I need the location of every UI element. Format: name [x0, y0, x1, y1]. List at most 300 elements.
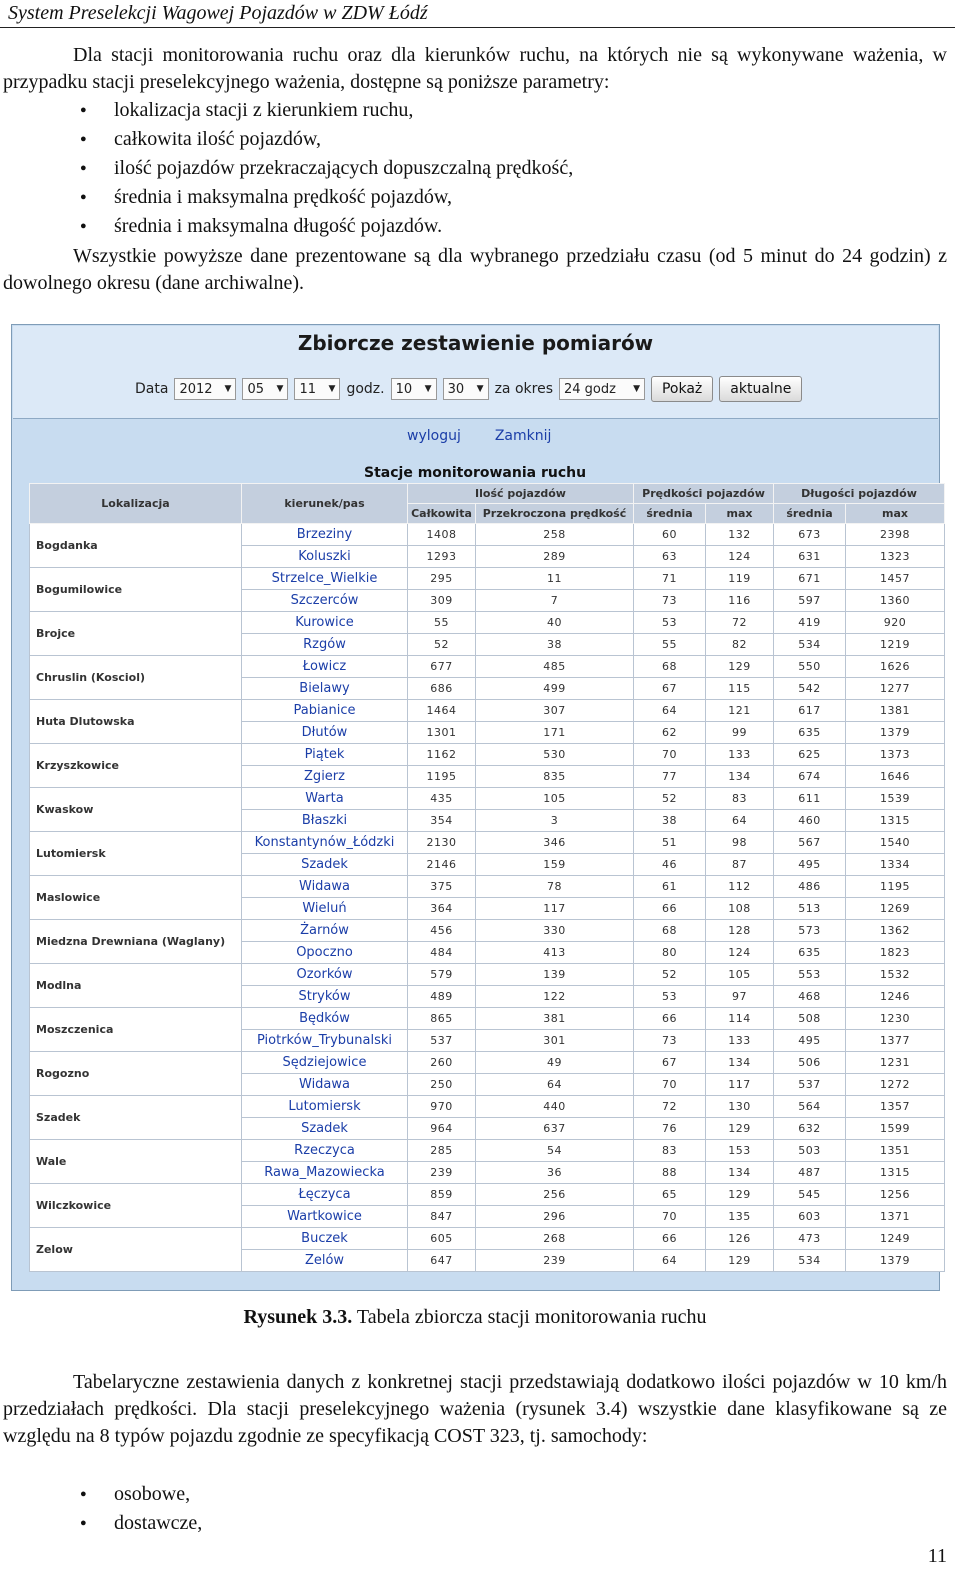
exceeded-count: 54 — [476, 1140, 634, 1162]
screenshot-title: Zbiorcze zestawienie pomiarów — [297, 331, 654, 355]
direction-link[interactable]: Ozorków — [242, 964, 408, 986]
speed-max: 83 — [706, 788, 774, 810]
length-max: 1539 — [846, 788, 945, 810]
exceeded-count: 40 — [476, 612, 634, 634]
speed-avg: 61 — [634, 876, 706, 898]
exceeded-count: 301 — [476, 1030, 634, 1052]
figure-caption — [0, 1304, 950, 1330]
speed-avg: 73 — [634, 590, 706, 612]
length-avg: 635 — [774, 942, 846, 964]
length-avg: 460 — [774, 810, 846, 832]
speed-max: 124 — [706, 942, 774, 964]
exceeded-count: 159 — [476, 854, 634, 876]
table-row — [30, 1096, 945, 1118]
length-max: 1315 — [846, 810, 945, 832]
table-row — [30, 700, 945, 722]
vehicle-list — [0, 1480, 944, 1538]
after-list-paragraph: Wszystkie powyższe dane prezentowane są dla wybranego przedziału czasu (od 5 minut do 24 godzin) z dowolnego okresu (dane archiwalne). — [3, 245, 947, 294]
chevron-down-icon: ▼ — [633, 384, 640, 394]
exceeded-count: 440 — [476, 1096, 634, 1118]
length-avg: 597 — [774, 590, 846, 612]
exceeded-count: 239 — [476, 1250, 634, 1272]
page-number: 11 — [927, 1545, 947, 1567]
station-name: Bogumilowice — [30, 568, 242, 612]
length-avg: 503 — [774, 1140, 846, 1162]
filter-panel — [13, 326, 938, 419]
exceeded-count: 289 — [476, 546, 634, 568]
station-name: Lutomiersk — [30, 832, 242, 876]
station-name: Moszczenica — [30, 1008, 242, 1052]
speed-max: 112 — [706, 876, 774, 898]
station-name: Maslowice — [30, 876, 242, 920]
direction-link[interactable]: Warta — [242, 788, 408, 810]
header-exceeded: Przekroczona prędkość — [476, 504, 634, 524]
speed-avg: 70 — [634, 1206, 706, 1228]
total-count: 847 — [408, 1206, 476, 1228]
speed-max: 115 — [706, 678, 774, 700]
stations-title: Stacje monitorowania ruchu — [364, 465, 587, 481]
table-row — [30, 920, 945, 942]
station-name: Szadek — [30, 1096, 242, 1140]
length-avg: 545 — [774, 1184, 846, 1206]
direction-link[interactable]: Zelów — [242, 1250, 408, 1272]
station-name: Krzyszkowice — [30, 744, 242, 788]
day-select[interactable] — [294, 378, 340, 400]
exceeded-count: 171 — [476, 722, 634, 744]
exceeded-count: 36 — [476, 1162, 634, 1184]
station-name: Huta Dlutowska — [30, 700, 242, 744]
speed-max: 116 — [706, 590, 774, 612]
station-name: Miedzna Drewniana (Waglany) — [30, 920, 242, 964]
speed-max: 98 — [706, 832, 774, 854]
exceeded-count: 105 — [476, 788, 634, 810]
total-count: 364 — [408, 898, 476, 920]
list-item: ● średnia i maksymalna długość pojazdów. — [0, 212, 944, 241]
length-avg: 625 — [774, 744, 846, 766]
period-label: za okres — [494, 381, 553, 397]
length-avg: 542 — [774, 678, 846, 700]
speed-avg: 83 — [634, 1140, 706, 1162]
length-avg: 632 — [774, 1118, 846, 1140]
length-avg: 487 — [774, 1162, 846, 1184]
direction-link[interactable]: Żarnów — [242, 920, 408, 942]
length-avg: 553 — [774, 964, 846, 986]
length-max: 1230 — [846, 1008, 945, 1030]
direction-link[interactable]: Piątek — [242, 744, 408, 766]
length-avg: 468 — [774, 986, 846, 1008]
length-max: 1373 — [846, 744, 945, 766]
table-row — [30, 964, 945, 986]
length-max: 1195 — [846, 876, 945, 898]
top-links — [407, 428, 551, 444]
speed-max: 121 — [706, 700, 774, 722]
length-avg: 673 — [774, 524, 846, 546]
header-vehicle-speed: Prędkości pojazdów — [634, 484, 774, 504]
direction-link[interactable]: Koluszki — [242, 546, 408, 568]
chevron-down-icon: ▼ — [424, 384, 432, 394]
total-count: 239 — [408, 1162, 476, 1184]
length-max: 1381 — [846, 700, 945, 722]
speed-avg: 38 — [634, 810, 706, 832]
speed-max: 128 — [706, 920, 774, 942]
direction-link[interactable]: Buczek — [242, 1228, 408, 1250]
total-count: 2130 — [408, 832, 476, 854]
length-max: 1379 — [846, 722, 945, 744]
direction-link[interactable]: Szadek — [242, 1118, 408, 1140]
table-row — [30, 524, 945, 546]
total-count: 295 — [408, 568, 476, 590]
app-screenshot — [11, 324, 940, 1291]
parameters-list — [0, 96, 944, 241]
station-name: Bogdanka — [30, 524, 242, 568]
direction-link[interactable]: Opoczno — [242, 942, 408, 964]
length-avg: 537 — [774, 1074, 846, 1096]
hour-label: godz. — [346, 381, 385, 397]
speed-max: 126 — [706, 1228, 774, 1250]
minute-select[interactable] — [443, 378, 489, 400]
length-avg: 567 — [774, 832, 846, 854]
total-count: 859 — [408, 1184, 476, 1206]
speed-max: 82 — [706, 634, 774, 656]
length-max: 1323 — [846, 546, 945, 568]
length-max: 1626 — [846, 656, 945, 678]
list-item: ● średnia i maksymalna prędkość pojazdów, — [0, 183, 944, 212]
length-avg: 508 — [774, 1008, 846, 1030]
length-avg: 486 — [774, 876, 846, 898]
direction-link[interactable]: Łowicz — [242, 656, 408, 678]
speed-max: 153 — [706, 1140, 774, 1162]
speed-max: 133 — [706, 744, 774, 766]
exceeded-count: 413 — [476, 942, 634, 964]
exceeded-count: 139 — [476, 964, 634, 986]
length-max: 1646 — [846, 766, 945, 788]
direction-link[interactable]: Bielawy — [242, 678, 408, 700]
speed-max: 108 — [706, 898, 774, 920]
chevron-down-icon: ▼ — [328, 384, 336, 394]
length-avg: 573 — [774, 920, 846, 942]
speed-max: 114 — [706, 1008, 774, 1030]
header-speed-max: max — [706, 504, 774, 524]
current-button[interactable]: aktualne — [719, 376, 802, 402]
direction-link[interactable]: Widawa — [242, 1074, 408, 1096]
close-link[interactable]: Zamknij — [494, 428, 552, 444]
table-row — [30, 832, 945, 854]
speed-avg: 67 — [634, 678, 706, 700]
exceeded-count: 11 — [476, 568, 634, 590]
total-count: 55 — [408, 612, 476, 634]
length-max: 1249 — [846, 1228, 945, 1250]
total-count: 435 — [408, 788, 476, 810]
total-count: 1408 — [408, 524, 476, 546]
exceeded-count: 530 — [476, 744, 634, 766]
speed-avg: 55 — [634, 634, 706, 656]
station-name: Kwaskow — [30, 788, 242, 832]
total-count: 1195 — [408, 766, 476, 788]
speed-avg: 46 — [634, 854, 706, 876]
period-value: 24 godz — [563, 381, 616, 397]
total-count: 970 — [408, 1096, 476, 1118]
speed-avg: 76 — [634, 1118, 706, 1140]
speed-avg: 70 — [634, 744, 706, 766]
speed-max: 87 — [706, 854, 774, 876]
total-count: 52 — [408, 634, 476, 656]
direction-link[interactable]: Łęczyca — [242, 1184, 408, 1206]
speed-avg: 70 — [634, 1074, 706, 1096]
speed-max: 129 — [706, 1184, 774, 1206]
header-location: Lokalizacja — [30, 484, 242, 524]
length-max: 2398 — [846, 524, 945, 546]
speed-max: 97 — [706, 986, 774, 1008]
exceeded-count: 381 — [476, 1008, 634, 1030]
exceeded-count: 330 — [476, 920, 634, 942]
exceeded-count: 78 — [476, 876, 634, 898]
speed-avg: 62 — [634, 722, 706, 744]
speed-avg: 88 — [634, 1162, 706, 1184]
length-max: 1334 — [846, 854, 945, 876]
speed-avg: 63 — [634, 546, 706, 568]
total-count: 647 — [408, 1250, 476, 1272]
exceeded-count: 307 — [476, 700, 634, 722]
exceeded-count: 256 — [476, 1184, 634, 1206]
exceeded-count: 64 — [476, 1074, 634, 1096]
table-row — [30, 744, 945, 766]
header-direction: kierunek/pas — [242, 484, 408, 524]
hour-select[interactable] — [391, 378, 437, 400]
total-count: 456 — [408, 920, 476, 942]
length-max: 1277 — [846, 678, 945, 700]
table-row — [30, 656, 945, 678]
length-avg: 564 — [774, 1096, 846, 1118]
speed-max: 105 — [706, 964, 774, 986]
speed-max: 124 — [706, 546, 774, 568]
total-count: 1162 — [408, 744, 476, 766]
length-avg: 674 — [774, 766, 846, 788]
exceeded-count: 835 — [476, 766, 634, 788]
table-row — [30, 612, 945, 634]
exceeded-count: 346 — [476, 832, 634, 854]
total-count: 354 — [408, 810, 476, 832]
length-avg: 534 — [774, 1250, 846, 1272]
direction-link[interactable]: Widawa — [242, 876, 408, 898]
direction-link[interactable]: Lutomiersk — [242, 1096, 408, 1118]
speed-avg: 52 — [634, 964, 706, 986]
show-button[interactable]: Pokaż — [651, 376, 713, 402]
length-max: 1246 — [846, 986, 945, 1008]
direction-link[interactable]: Sędziejowice — [242, 1052, 408, 1074]
length-avg: 603 — [774, 1206, 846, 1228]
closing-paragraph: Tabelaryczne zestawienia danych z konkretnej stacji przedstawiają dodatkowo ilości pojazdów w 10 km/h przedziałach prędkości. Dla stacji preselekcyjnego ważenia (rysunek 3.4) wszystkie dane klasyfikowane są ze względu na 8 typów pojazdu zgodnie ze specyfikacją COST 323, tj. samochody: — [3, 1371, 947, 1447]
direction-link[interactable]: Wartkowice — [242, 1206, 408, 1228]
total-count: 285 — [408, 1140, 476, 1162]
table-row — [30, 1140, 945, 1162]
total-count: 1293 — [408, 546, 476, 568]
list-item: ● dostawcze, — [0, 1509, 944, 1538]
table-row — [30, 1228, 945, 1250]
speed-max: 132 — [706, 524, 774, 546]
direction-link[interactable]: Szczerców — [242, 590, 408, 612]
speed-avg: 66 — [634, 1228, 706, 1250]
speed-avg: 65 — [634, 1184, 706, 1206]
speed-avg: 71 — [634, 568, 706, 590]
speed-avg: 66 — [634, 1008, 706, 1030]
station-name: Chruslin (Kosciol) — [30, 656, 242, 700]
length-avg: 631 — [774, 546, 846, 568]
table-body — [30, 524, 945, 1272]
exceeded-count: 117 — [476, 898, 634, 920]
length-max: 1599 — [846, 1118, 945, 1140]
exceeded-count: 7 — [476, 590, 634, 612]
running-head: System Preselekcji Wagowej Pojazdów w ZDW Łódź — [8, 2, 428, 24]
length-avg: 550 — [774, 656, 846, 678]
speed-max: 64 — [706, 810, 774, 832]
period-select[interactable] — [559, 378, 645, 400]
total-count: 250 — [408, 1074, 476, 1096]
exceeded-count: 38 — [476, 634, 634, 656]
chevron-down-icon: ▼ — [276, 384, 284, 394]
length-avg: 671 — [774, 568, 846, 590]
speed-avg: 67 — [634, 1052, 706, 1074]
speed-max: 134 — [706, 766, 774, 788]
exceeded-count: 3 — [476, 810, 634, 832]
stations-table — [29, 483, 945, 1272]
speed-avg: 64 — [634, 700, 706, 722]
length-max: 1457 — [846, 568, 945, 590]
length-avg: 611 — [774, 788, 846, 810]
header-length-avg: średnia — [774, 504, 846, 524]
direction-link[interactable]: Piotrków_Trybunalski — [242, 1030, 408, 1052]
logout-link[interactable]: wyloguj — [407, 428, 461, 444]
direction-link[interactable]: Strzelce_Wielkie — [242, 568, 408, 590]
length-max: 1357 — [846, 1096, 945, 1118]
length-max: 1532 — [846, 964, 945, 986]
length-max: 1362 — [846, 920, 945, 942]
month-select[interactable] — [242, 378, 288, 400]
direction-link[interactable]: Stryków — [242, 986, 408, 1008]
length-avg: 419 — [774, 612, 846, 634]
minute-value: 30 — [447, 381, 465, 397]
exceeded-count: 296 — [476, 1206, 634, 1228]
length-max: 1219 — [846, 634, 945, 656]
direction-link[interactable]: Brzeziny — [242, 524, 408, 546]
total-count: 579 — [408, 964, 476, 986]
caption-text: Tabela zbiorcza stacji monitorowania ruchu — [352, 1306, 707, 1328]
length-avg: 617 — [774, 700, 846, 722]
direction-link[interactable]: Rzgów — [242, 634, 408, 656]
speed-avg: 68 — [634, 920, 706, 942]
filter-bar — [135, 376, 802, 402]
speed-avg: 66 — [634, 898, 706, 920]
length-max: 1351 — [846, 1140, 945, 1162]
direction-link[interactable]: Zgierz — [242, 766, 408, 788]
list-item: ● lokalizacja stacji z kierunkiem ruchu, — [0, 96, 944, 125]
direction-link[interactable]: Wieluń — [242, 898, 408, 920]
total-count: 309 — [408, 590, 476, 612]
direction-link[interactable]: Będków — [242, 1008, 408, 1030]
exceeded-count: 485 — [476, 656, 634, 678]
table-row — [30, 1184, 945, 1206]
total-count: 686 — [408, 678, 476, 700]
header-rule — [0, 27, 955, 28]
table-row — [30, 876, 945, 898]
total-count: 1464 — [408, 700, 476, 722]
exceeded-count: 49 — [476, 1052, 634, 1074]
exceeded-count: 499 — [476, 678, 634, 700]
year-select[interactable] — [174, 378, 236, 400]
direction-link[interactable]: Dłutów — [242, 722, 408, 744]
exceeded-count: 122 — [476, 986, 634, 1008]
exceeded-count: 268 — [476, 1228, 634, 1250]
direction-link[interactable]: Szadek — [242, 854, 408, 876]
direction-link[interactable]: Rzeczyca — [242, 1140, 408, 1162]
speed-max: 130 — [706, 1096, 774, 1118]
speed-max: 134 — [706, 1162, 774, 1184]
table-row — [30, 788, 945, 810]
length-max: 1231 — [846, 1052, 945, 1074]
length-max: 1823 — [846, 942, 945, 964]
length-max: 1540 — [846, 832, 945, 854]
intro-paragraph: Dla stacji monitorowania ruchu oraz dla kierunków ruchu, na których nie są wykonywane ważenia, w przypadku stacji preselekcyjnego ważenia, dostępne są poniższe parametry: — [3, 44, 947, 93]
header-length-max: max — [846, 504, 945, 524]
list-item: ● osobowe, — [0, 1480, 944, 1509]
speed-max: 135 — [706, 1206, 774, 1228]
caption-label: Rysunek 3.3. — [243, 1306, 353, 1328]
total-count: 1301 — [408, 722, 476, 744]
station-name: Zelow — [30, 1228, 242, 1272]
direction-link[interactable]: Pabianice — [242, 700, 408, 722]
speed-avg: 77 — [634, 766, 706, 788]
speed-max: 134 — [706, 1052, 774, 1074]
speed-max: 117 — [706, 1074, 774, 1096]
hour-value: 10 — [395, 381, 413, 397]
date-label: Data — [135, 381, 169, 397]
station-name: Rogozno — [30, 1052, 242, 1096]
speed-avg: 64 — [634, 1250, 706, 1272]
exceeded-count: 258 — [476, 524, 634, 546]
station-name: Wilczkowice — [30, 1184, 242, 1228]
length-max: 1377 — [846, 1030, 945, 1052]
total-count: 537 — [408, 1030, 476, 1052]
chevron-down-icon: ▼ — [476, 384, 484, 394]
length-max: 1360 — [846, 590, 945, 612]
speed-max: 133 — [706, 1030, 774, 1052]
direction-link[interactable]: Rawa_Mazowiecka — [242, 1162, 408, 1184]
header-total: Całkowita — [408, 504, 476, 524]
speed-max: 129 — [706, 656, 774, 678]
direction-link[interactable]: Konstantynów_Łódzki — [242, 832, 408, 854]
length-avg: 495 — [774, 854, 846, 876]
header-vehicle-length: Długości pojazdów — [774, 484, 945, 504]
total-count: 489 — [408, 986, 476, 1008]
speed-avg: 73 — [634, 1030, 706, 1052]
speed-max: 129 — [706, 1118, 774, 1140]
length-avg: 473 — [774, 1228, 846, 1250]
length-max: 1371 — [846, 1206, 945, 1228]
direction-link[interactable]: Błaszki — [242, 810, 408, 832]
speed-avg: 53 — [634, 986, 706, 1008]
station-name: Wale — [30, 1140, 242, 1184]
length-max: 1272 — [846, 1074, 945, 1096]
length-max: 1256 — [846, 1184, 945, 1206]
length-avg: 534 — [774, 634, 846, 656]
direction-link[interactable]: Kurowice — [242, 612, 408, 634]
speed-avg: 72 — [634, 1096, 706, 1118]
table-row — [30, 568, 945, 590]
day-value: 11 — [299, 381, 316, 397]
total-count: 2146 — [408, 854, 476, 876]
speed-max: 119 — [706, 568, 774, 590]
length-avg: 513 — [774, 898, 846, 920]
total-count: 964 — [408, 1118, 476, 1140]
